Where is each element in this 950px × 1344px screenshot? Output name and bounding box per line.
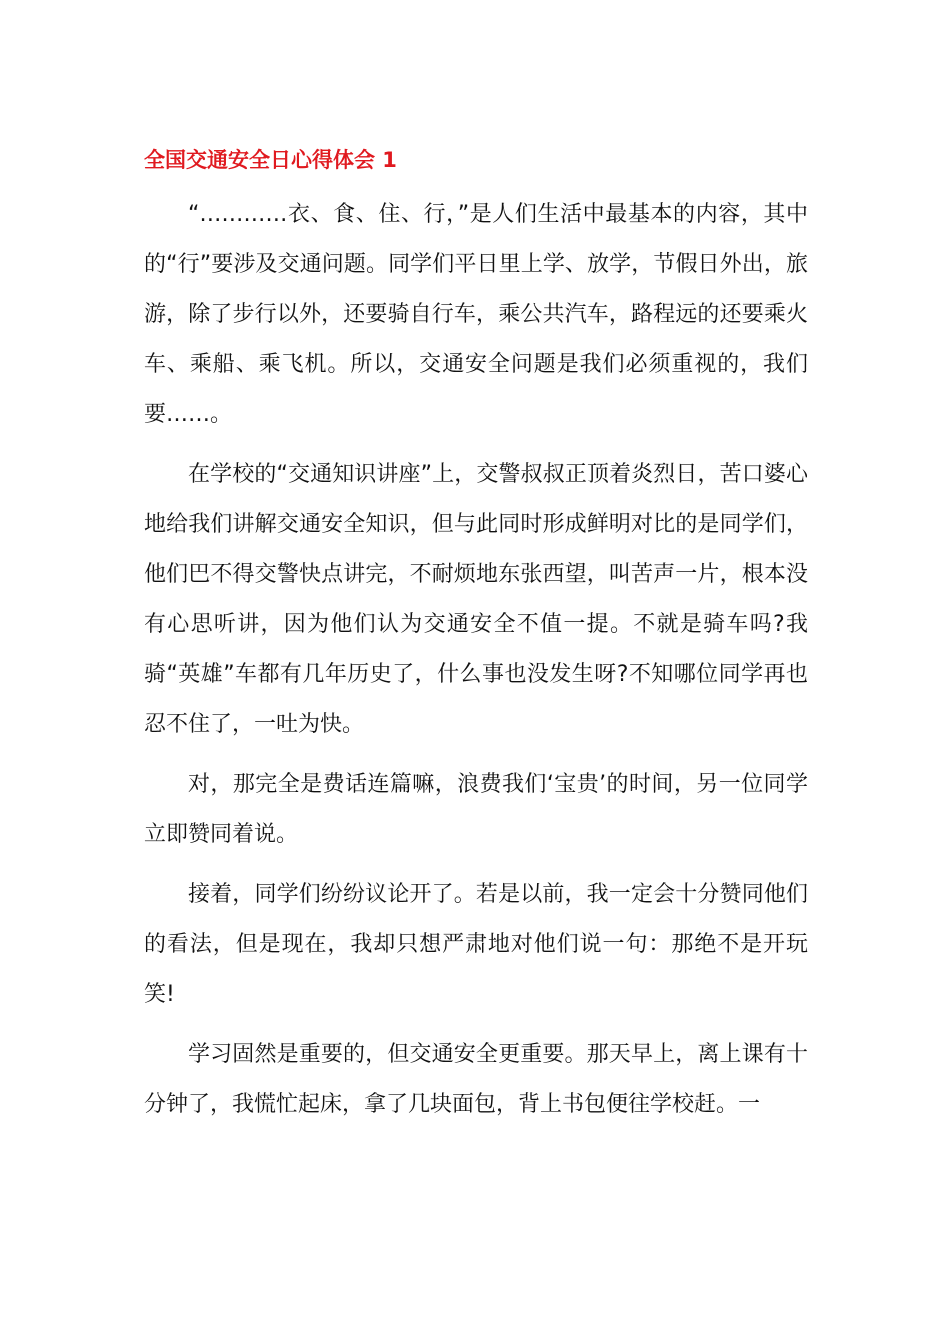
document-title: 全国交通安全日心得体会 1 xyxy=(144,148,397,172)
paragraph-4: 接着，同学们纷纷议论开了。若是以前，我一定会十分赞同他们的看法，但是现在，我却只想严肃地对他们说一句：那绝不是开玩笑! xyxy=(144,882,808,1007)
paragraph-5: 学习固然是重要的，但交通安全更重要。那天早上，离上课有十分钟了，我慌忙起床，拿了几块面包，背上书包便往学校赶。一 xyxy=(144,1042,808,1117)
paragraph-2: 在学校的“交通知识讲座”上，交警叔叔正顶着炎烈日，苦口婆心地给我们讲解交通安全知识，但与此同时形成鲜明对比的是同学们，他们巴不得交警快点讲完，不耐烦地东张西望，叫苦声一片，根本没有心思听讲，因为他们认为交通安全不值一提。不就是骑车吗?我骑“英雄”车都有几年历史了，什么事也没发生呀?不知哪位同学再也忍不住了，一吐为快。 xyxy=(144,462,808,737)
paragraph-1: “…………衣、食、住、行，”是人们生活中最基本的内容，其中的“行”要涉及交通问题。同学们平日里上学、放学，节假日外出，旅游，除了步行以外，还要骑自行车，乘公共汽车，路程远的还要乘火车、乘船、乘飞机。所以，交通安全问题是我们必须重视的，我们要……。 xyxy=(144,202,808,427)
paragraph-3: 对，那完全是费话连篇嘛，浪费我们‘宝贵’的时间，另一位同学立即赞同着说。 xyxy=(144,772,808,847)
document-body xyxy=(144,140,808,1140)
